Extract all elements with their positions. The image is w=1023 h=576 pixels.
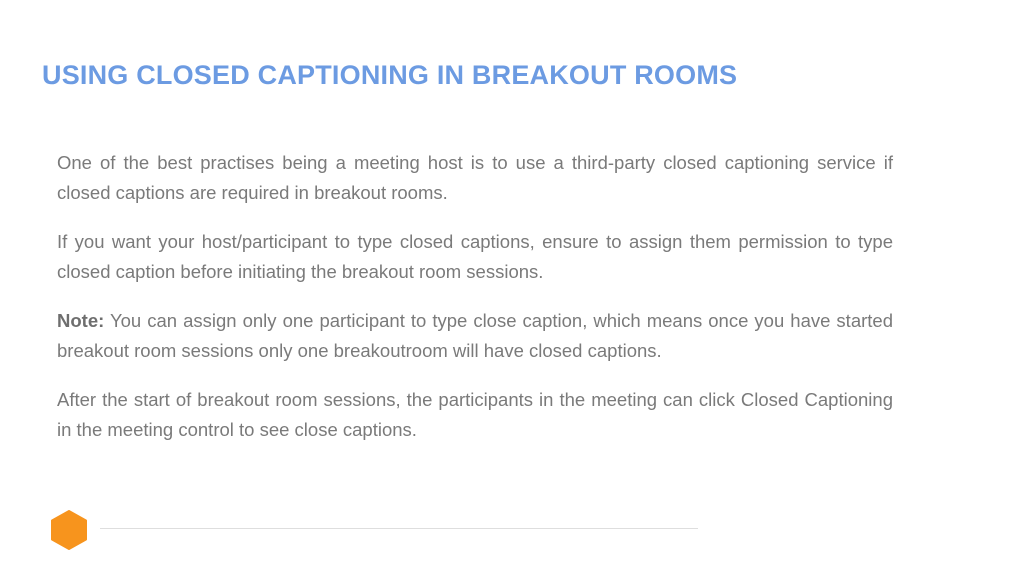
paragraph-participants-click: After the start of breakout room sessions, the participants in the meeting can click Closed Captioning in the meeting control to see close captions. bbox=[57, 389, 893, 440]
note-label: Note: bbox=[57, 310, 105, 331]
footer-divider bbox=[100, 528, 698, 529]
note-text: You can assign only one participant to type close caption, which means once you have started breakout room sessions only one breakoutroom will have closed captions. bbox=[57, 310, 893, 361]
paragraph-assign-permission: If you want your host/participant to type closed captions, ensure to assign them permission to type closed caption before initiating the breakout room sessions. bbox=[57, 231, 893, 282]
slide-body bbox=[57, 148, 893, 444]
paragraph-third-party-service: One of the best practises being a meeting host is to use a third-party closed captioning service if closed captions are required in breakout rooms. bbox=[57, 152, 893, 203]
paragraph-note bbox=[57, 306, 893, 365]
orange-hexagon-icon bbox=[50, 510, 88, 550]
slide-title: USING CLOSED CAPTIONING IN BREAKOUT ROOMS bbox=[42, 60, 738, 90]
